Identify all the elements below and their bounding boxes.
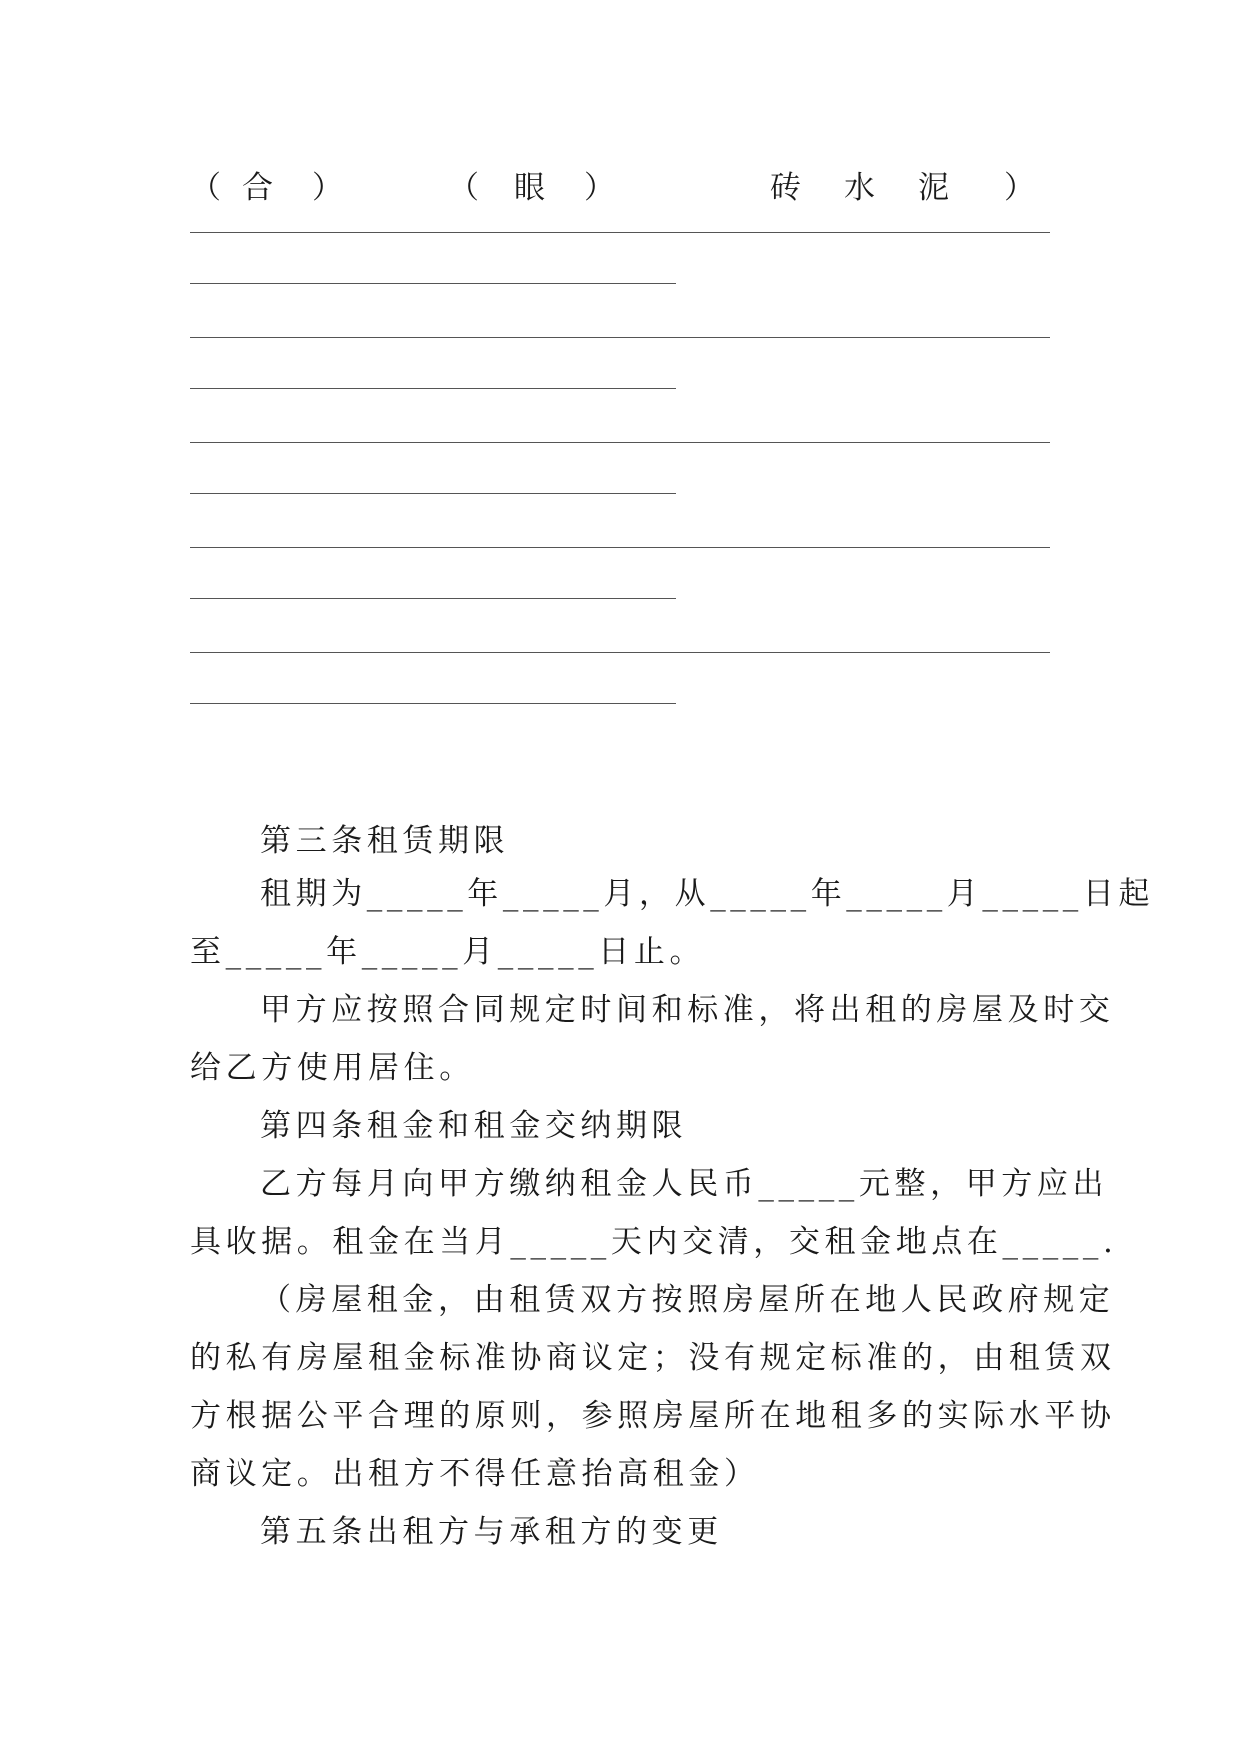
article3-term-paragraph (190, 865, 1155, 981)
article3-delivery-paragraph (190, 981, 1115, 1097)
term-line-2: 至_____年_____月_____日止。 (190, 934, 706, 970)
material-shui: 水 (844, 170, 875, 206)
note-line-2: 的私有房屋租金标准协商议定；没有规定标准的，由租赁双 (190, 1340, 1116, 1376)
paren-close-2: ） (584, 170, 615, 206)
fill-in-line[interactable] (190, 493, 676, 494)
fill-in-line[interactable] (190, 283, 676, 284)
fill-in-line[interactable] (190, 652, 1050, 653)
fill-in-line[interactable] (190, 388, 676, 389)
term-line-1: 租期为_____年_____月，从_____年_____月_____日起 (260, 876, 1155, 912)
paren-open-1: （ (190, 170, 221, 206)
article4-rent-paragraph (190, 1155, 1118, 1271)
paren-close-1: ） (312, 170, 343, 206)
fill-in-line[interactable] (190, 598, 676, 599)
fill-in-line[interactable] (190, 547, 1050, 548)
paren-open-2: （ (448, 170, 479, 206)
note-line-1: （房屋租金，由租赁双方按照房屋所在地人民政府规定 (260, 1282, 1115, 1318)
material-he: 合 (242, 170, 273, 206)
material-ni: 泥 (918, 170, 949, 206)
article5-heading: 第五条出租方与承租方的变更 (260, 1514, 723, 1550)
article4-note-paragraph (190, 1271, 1116, 1503)
article3-heading: 第三条租赁期限 (260, 823, 510, 859)
article4-heading: 第四条租金和租金交纳期限 (260, 1108, 688, 1144)
paren-close-3: ） (1004, 170, 1035, 206)
material-zhuan: 砖 (770, 170, 801, 206)
rent-line-1: 乙方每月向甲方缴纳租金人民币_____元整，甲方应出 (260, 1166, 1109, 1202)
fill-in-line[interactable] (190, 442, 1050, 443)
material-yan: 眼 (514, 170, 545, 206)
fill-in-line[interactable] (190, 232, 1050, 233)
fill-in-line[interactable] (190, 703, 676, 704)
delivery-line-1: 甲方应按照合同规定时间和标准，将出租的房屋及时交 (260, 992, 1115, 1028)
delivery-line-2: 给乙方使用居住。 (190, 1050, 475, 1086)
note-line-3: 方根据公平合理的原则，参照房屋所在地租多的实际水平协 (190, 1398, 1116, 1434)
note-line-4: 商议定。出租方不得任意抬高租金） (190, 1456, 760, 1492)
material-header-row (190, 162, 1050, 206)
fill-in-line[interactable] (190, 337, 1050, 338)
rent-line-2: 具收据。租金在当月_____天内交清，交租金地点在_____. (190, 1224, 1118, 1260)
